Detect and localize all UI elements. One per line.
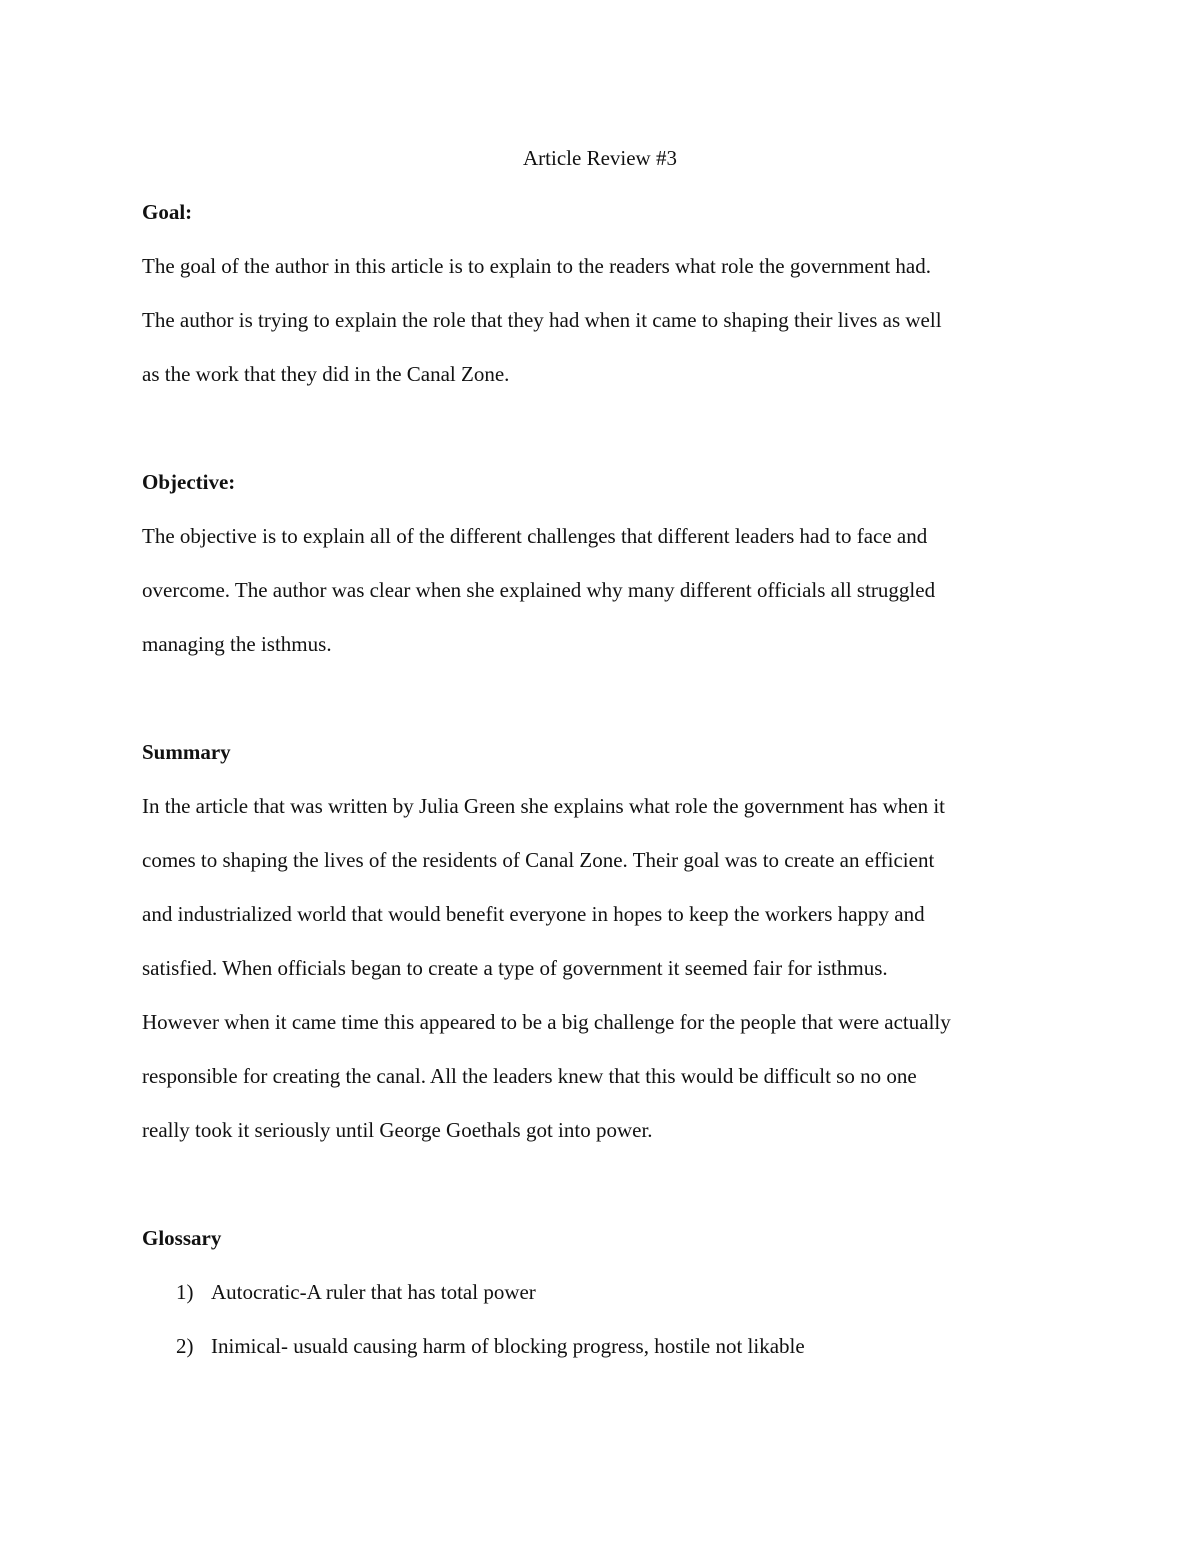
document-title: Article Review #3 [523, 146, 677, 170]
glossary-item-text: Inimical- usuald causing harm of blocking progress, hostile not likable [211, 1334, 805, 1358]
summary-line: However when it came time this appeared to be a big challenge for the people that were actually [142, 1010, 951, 1034]
summary-line: In the article that was written by Julia Green she explains what role the government has when it [142, 794, 946, 818]
glossary-item [176, 1330, 805, 1362]
glossary-item-number: 1) [176, 1280, 194, 1304]
goal-line: The author is trying to explain the role that they had when it came to shaping their lives as well [142, 308, 942, 332]
summary-line: and industrialized world that would benefit everyone in hopes to keep the workers happy and [142, 902, 925, 926]
goal-line: The goal of the author in this article is to explain to the readers what role the government had. [142, 254, 931, 278]
summary-line: satisfied. When officials began to create a type of government it seemed fair for isthmus. [142, 956, 888, 980]
objective-line: overcome. The author was clear when she explained why many different officials all struggled [142, 578, 936, 602]
objective-line: The objective is to explain all of the different challenges that different leaders had to face and [142, 524, 928, 548]
glossary-heading: Glossary [142, 1226, 222, 1250]
summary-line: really took it seriously until George Goethals got into power. [142, 1118, 653, 1142]
summary-line: responsible for creating the canal. All the leaders knew that this would be difficult so no one [142, 1064, 917, 1088]
goal-line: as the work that they did in the Canal Zone. [142, 362, 510, 386]
objective-line: managing the isthmus. [142, 632, 332, 656]
summary-heading: Summary [142, 740, 231, 764]
glossary-item-number: 2) [176, 1334, 194, 1358]
glossary-item-text: Autocratic-A ruler that has total power [211, 1280, 536, 1304]
summary-line: comes to shaping the lives of the residents of Canal Zone. Their goal was to create an efficient [142, 848, 935, 872]
objective-heading: Objective: [142, 470, 236, 494]
goal-heading: Goal: [142, 200, 193, 224]
glossary-item [176, 1276, 536, 1308]
